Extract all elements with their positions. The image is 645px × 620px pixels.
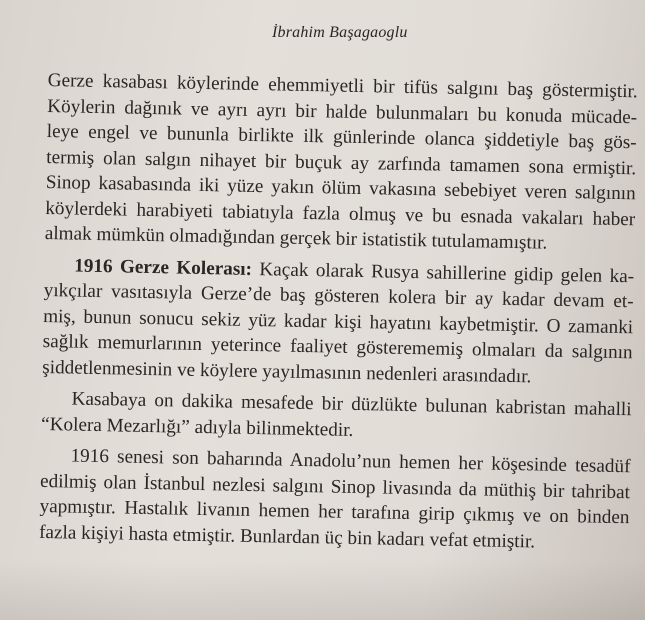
text-line: Köylerin dağınık ve ayrı ayrı bir halde bulunmaları bu konuda mücade- <box>47 95 638 128</box>
text-line: sağlık memurlarının yeterince faaliyet gösterememiş olmaları da salgının <box>42 330 633 364</box>
text-line: şiddetlenmesinin ve köylere yayılmasının nedenleri arasındadır. <box>42 356 532 387</box>
text-span: Kaçak olarak Rusya sahillerine gidip gelen ka- <box>251 258 635 287</box>
paragraph-typhus <box>45 68 638 258</box>
text-line: Kasabaya on dakika mesafede bir düzlükte bulunan kabristan mahalli <box>71 388 632 421</box>
text-line: edilmiş olan İstanbul nezlesi salgını Sinop livasında da müthiş bir tahribat <box>39 470 631 503</box>
paragraph-cemetery <box>41 386 632 448</box>
page-shadow <box>0 560 645 620</box>
body-text <box>39 68 638 562</box>
text-line: köylerdeki harabiyeti tabiatıyla fazla olmuş ve bu esnada vakaları haber <box>45 197 636 230</box>
paragraph-cholera <box>42 252 634 391</box>
text-line: termiş olan salgın nihayet bir buçuk ay zarfında tamamen sona ermiştir. <box>46 146 637 179</box>
section-heading: 1916 Gerze Kolerası: <box>74 255 253 280</box>
text-line: almak mümkün olmadığından gerçek bir istatistik tutulamamıştır. <box>44 222 548 254</box>
text-line: Sinop kasabasında iki yüze yakın ölüm vakasına sebebiyet veren salgının <box>45 171 636 205</box>
paragraph-influenza <box>39 443 631 556</box>
text-line: Gerze kasabası köylerinde ehemmiyetli bir tifüs salgını baş göstermiştir. <box>47 69 638 103</box>
text-line: miş, bunun sonucu sekiz yüz kadar kişi hayatını kaybetmiştir. O zamanki <box>43 305 634 338</box>
text-line: fazla kişiyi hasta etmiştir. Bunlardan üç bin kadarı vefat etmiştir. <box>38 521 536 552</box>
text-line: leye engel ve bununla birlikte ilk günlerinde olanca şiddetiyle baş gös- <box>46 120 637 154</box>
text-line: yıkçılar vasıtasıyla Gerze’de baş gösteren kolera bir ay kadar devam et- <box>43 279 634 313</box>
text-line: yapmıştır. Hastalık livanın hemen her tarafına girip çıkmış ve on binden <box>39 495 630 529</box>
running-header: İbrahim Başagaoglu <box>272 24 408 41</box>
text-line: “Kolera Mezarlığı” adıyla bilinmektedir. <box>40 413 354 441</box>
text-line: 1916 senesi son baharında Anadolu’nun hemen her köşesinde tesadüf <box>70 445 631 478</box>
